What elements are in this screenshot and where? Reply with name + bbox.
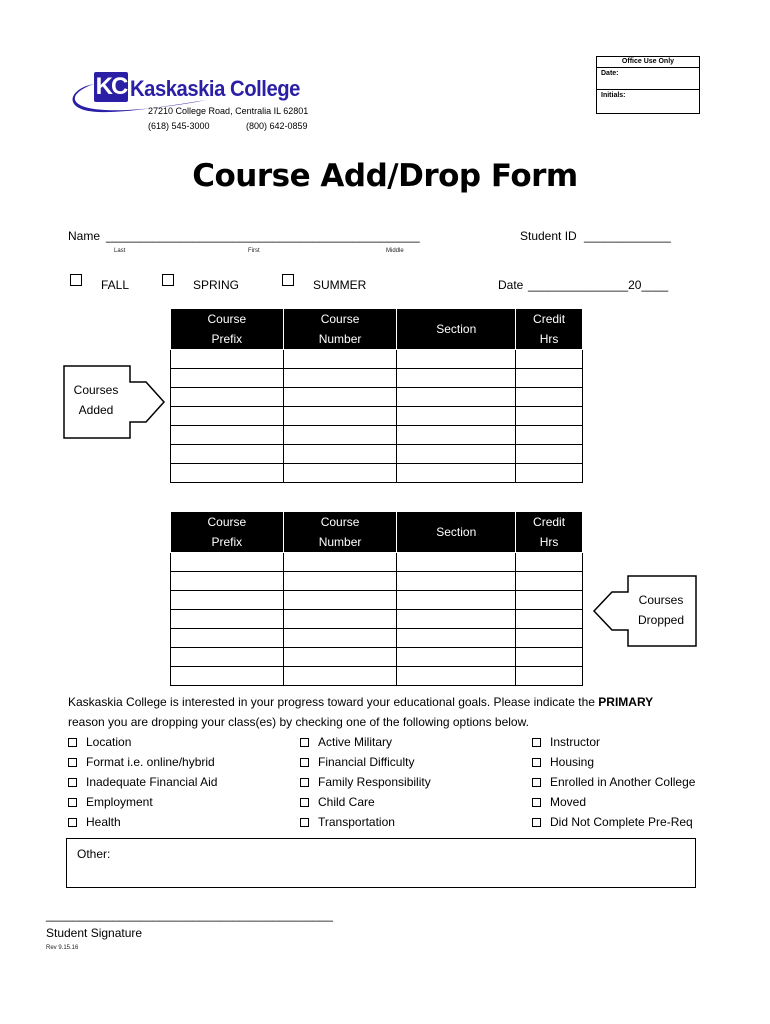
name-input-line[interactable]: _______________________________________________ bbox=[106, 229, 420, 243]
revision-label: Rev 9.15.16 bbox=[46, 945, 79, 951]
reasons-col-3 bbox=[532, 732, 695, 832]
reason-option[interactable]: Format i.e. online/hybrid bbox=[68, 752, 217, 772]
table-cell[interactable] bbox=[171, 553, 284, 572]
table-cell[interactable] bbox=[283, 629, 397, 648]
date-label: Date bbox=[498, 278, 524, 292]
table-cell[interactable] bbox=[397, 629, 516, 648]
reason-option[interactable]: Instructor bbox=[532, 732, 695, 752]
table-cell[interactable] bbox=[283, 667, 397, 686]
reason-option[interactable]: Health bbox=[68, 812, 217, 832]
reason-option[interactable]: Location bbox=[68, 732, 217, 752]
reason-checkbox[interactable] bbox=[68, 758, 77, 767]
office-use-box bbox=[596, 56, 700, 114]
table-cell[interactable] bbox=[171, 464, 284, 483]
table-cell[interactable] bbox=[283, 572, 397, 591]
table-cell[interactable] bbox=[397, 648, 516, 667]
col-course-number: Course Number bbox=[283, 309, 397, 350]
col-course-number: Course Number bbox=[283, 512, 397, 553]
spring-label: SPRING bbox=[193, 278, 240, 292]
college-address: 27210 College Road, Centralia IL 62801 bbox=[148, 106, 309, 116]
table-cell[interactable] bbox=[171, 350, 284, 369]
form-title: Course Add/Drop Form bbox=[192, 158, 578, 194]
college-phone-tollfree: (800) 642-0859 bbox=[246, 121, 308, 131]
reason-checkbox[interactable] bbox=[532, 798, 541, 807]
reason-option[interactable]: Transportation bbox=[300, 812, 431, 832]
table-cell[interactable] bbox=[171, 369, 284, 388]
table-row bbox=[171, 407, 583, 426]
reason-option[interactable]: Inadequate Financial Aid bbox=[68, 772, 217, 792]
fall-label: FALL bbox=[101, 278, 130, 292]
table-cell[interactable] bbox=[171, 426, 284, 445]
table-cell[interactable] bbox=[397, 610, 516, 629]
reason-checkbox[interactable] bbox=[300, 758, 309, 767]
table-header-row bbox=[171, 512, 583, 553]
col-course-prefix: Course Prefix bbox=[171, 512, 284, 553]
office-initials-field[interactable]: Initials: bbox=[601, 92, 626, 99]
other-reason-field[interactable] bbox=[66, 838, 696, 888]
col-credit-hrs: Credit Hrs bbox=[516, 309, 583, 350]
table-cell[interactable] bbox=[283, 464, 397, 483]
table-row bbox=[171, 572, 583, 591]
reason-option[interactable]: Employment bbox=[68, 792, 217, 812]
table-row bbox=[171, 610, 583, 629]
reason-checkbox[interactable] bbox=[532, 818, 541, 827]
table-cell[interactable] bbox=[171, 572, 284, 591]
table-cell[interactable] bbox=[283, 407, 397, 426]
reason-checkbox[interactable] bbox=[300, 818, 309, 827]
date-input-line[interactable]: _______________20____ bbox=[528, 278, 669, 292]
col-section: Section bbox=[397, 309, 516, 350]
table-row bbox=[171, 648, 583, 667]
table-cell[interactable] bbox=[516, 464, 583, 483]
table-cell[interactable] bbox=[171, 648, 284, 667]
reason-option[interactable]: Enrolled in Another College bbox=[532, 772, 695, 792]
reason-checkbox[interactable] bbox=[68, 798, 77, 807]
table-cell[interactable] bbox=[397, 388, 516, 407]
table-header-row bbox=[171, 309, 583, 350]
spring-checkbox[interactable] bbox=[162, 274, 174, 286]
table-cell[interactable] bbox=[516, 369, 583, 388]
reason-checkbox[interactable] bbox=[68, 778, 77, 787]
table-row bbox=[171, 464, 583, 483]
table-cell[interactable] bbox=[516, 667, 583, 686]
reason-checkbox[interactable] bbox=[532, 738, 541, 747]
summer-checkbox[interactable] bbox=[282, 274, 294, 286]
table-cell[interactable] bbox=[397, 667, 516, 686]
signature-label: Student Signature bbox=[46, 926, 143, 940]
reason-option[interactable]: Housing bbox=[532, 752, 695, 772]
table-cell[interactable] bbox=[171, 407, 284, 426]
reason-checkbox[interactable] bbox=[68, 818, 77, 827]
table-cell[interactable] bbox=[397, 350, 516, 369]
table-cell[interactable] bbox=[516, 629, 583, 648]
reason-checkbox[interactable] bbox=[532, 758, 541, 767]
student-id-label: Student ID bbox=[520, 229, 577, 243]
table-row bbox=[171, 426, 583, 445]
table-cell[interactable] bbox=[171, 610, 284, 629]
name-sub-first: First bbox=[248, 248, 260, 254]
courses-dropped-label: Courses Dropped bbox=[637, 593, 685, 627]
college-phone-local: (618) 545-3000 bbox=[148, 121, 210, 131]
reason-checkbox[interactable] bbox=[68, 738, 77, 747]
reason-option[interactable]: Family Responsibility bbox=[300, 772, 431, 792]
reason-checkbox[interactable] bbox=[300, 778, 309, 787]
table-cell[interactable] bbox=[397, 553, 516, 572]
table-cell[interactable] bbox=[283, 445, 397, 464]
reason-checkbox[interactable] bbox=[300, 798, 309, 807]
name-sub-middle: Middle bbox=[386, 248, 404, 254]
reason-option[interactable]: Did Not Complete Pre-Req bbox=[532, 812, 695, 832]
table-cell[interactable] bbox=[283, 591, 397, 610]
table-cell[interactable] bbox=[516, 591, 583, 610]
table-row bbox=[171, 553, 583, 572]
table-cell[interactable] bbox=[171, 629, 284, 648]
reason-option[interactable]: Financial Difficulty bbox=[300, 752, 431, 772]
college-logo-mark: KC bbox=[95, 73, 127, 100]
name-sub-last: Last bbox=[114, 248, 126, 254]
table-cell[interactable] bbox=[516, 388, 583, 407]
summer-label: SUMMER bbox=[313, 278, 367, 292]
reason-checkbox[interactable] bbox=[532, 778, 541, 787]
table-cell[interactable] bbox=[283, 369, 397, 388]
table-cell[interactable] bbox=[283, 350, 397, 369]
table-cell[interactable] bbox=[171, 591, 284, 610]
table-row bbox=[171, 388, 583, 407]
table-row bbox=[171, 591, 583, 610]
office-date-field[interactable]: Date: bbox=[597, 68, 699, 90]
table-cell[interactable] bbox=[516, 572, 583, 591]
col-section: Section bbox=[397, 512, 516, 553]
table-cell[interactable] bbox=[397, 445, 516, 464]
table-cell[interactable] bbox=[516, 648, 583, 667]
table-cell[interactable] bbox=[283, 426, 397, 445]
table-row bbox=[171, 369, 583, 388]
table-cell[interactable] bbox=[171, 667, 284, 686]
office-use-header: Office Use Only bbox=[597, 57, 699, 68]
table-cell[interactable] bbox=[397, 426, 516, 445]
reason-option[interactable]: Active Military bbox=[300, 732, 431, 752]
table-cell[interactable] bbox=[397, 369, 516, 388]
college-name: Kaskaskia College bbox=[130, 76, 300, 101]
courses-added-table bbox=[170, 308, 583, 483]
table-cell[interactable] bbox=[397, 572, 516, 591]
reason-checkbox[interactable] bbox=[300, 738, 309, 747]
table-cell[interactable] bbox=[516, 350, 583, 369]
signature-line[interactable]: ___________________________________________ bbox=[46, 908, 333, 922]
student-id-input-line[interactable]: _____________ bbox=[584, 229, 671, 243]
table-cell[interactable] bbox=[397, 407, 516, 426]
table-cell[interactable] bbox=[283, 553, 397, 572]
table-row bbox=[171, 667, 583, 686]
table-cell[interactable] bbox=[516, 426, 583, 445]
table-cell[interactable] bbox=[397, 591, 516, 610]
table-cell[interactable] bbox=[516, 445, 583, 464]
table-cell[interactable] bbox=[283, 388, 397, 407]
name-label: Name bbox=[68, 229, 101, 243]
reasons-col-2 bbox=[300, 732, 431, 832]
fall-checkbox[interactable] bbox=[70, 274, 82, 286]
table-cell[interactable] bbox=[283, 610, 397, 629]
table-cell[interactable] bbox=[283, 648, 397, 667]
col-credit-hrs: Credit Hrs bbox=[516, 512, 583, 553]
reason-option[interactable]: Child Care bbox=[300, 792, 431, 812]
table-row bbox=[171, 350, 583, 369]
other-label: Other: bbox=[77, 847, 111, 861]
reasons-col-1 bbox=[68, 732, 217, 832]
table-row bbox=[171, 445, 583, 464]
table-cell[interactable] bbox=[516, 553, 583, 572]
table-cell[interactable] bbox=[516, 610, 583, 629]
table-row bbox=[171, 629, 583, 648]
table-cell[interactable] bbox=[516, 407, 583, 426]
courses-added-label: Courses Added bbox=[73, 383, 119, 417]
reason-instructions: Kaskaskia College is interested in your progress toward your educational goals. Please indicate the PRIMARY reason you are dropping your class(es) by checking one of the following options below. bbox=[68, 695, 654, 729]
reason-option[interactable]: Moved bbox=[532, 792, 695, 812]
col-course-prefix: Course Prefix bbox=[171, 309, 284, 350]
table-cell[interactable] bbox=[397, 464, 516, 483]
courses-dropped-table bbox=[170, 511, 583, 686]
table-cell[interactable] bbox=[171, 445, 284, 464]
table-cell[interactable] bbox=[171, 388, 284, 407]
